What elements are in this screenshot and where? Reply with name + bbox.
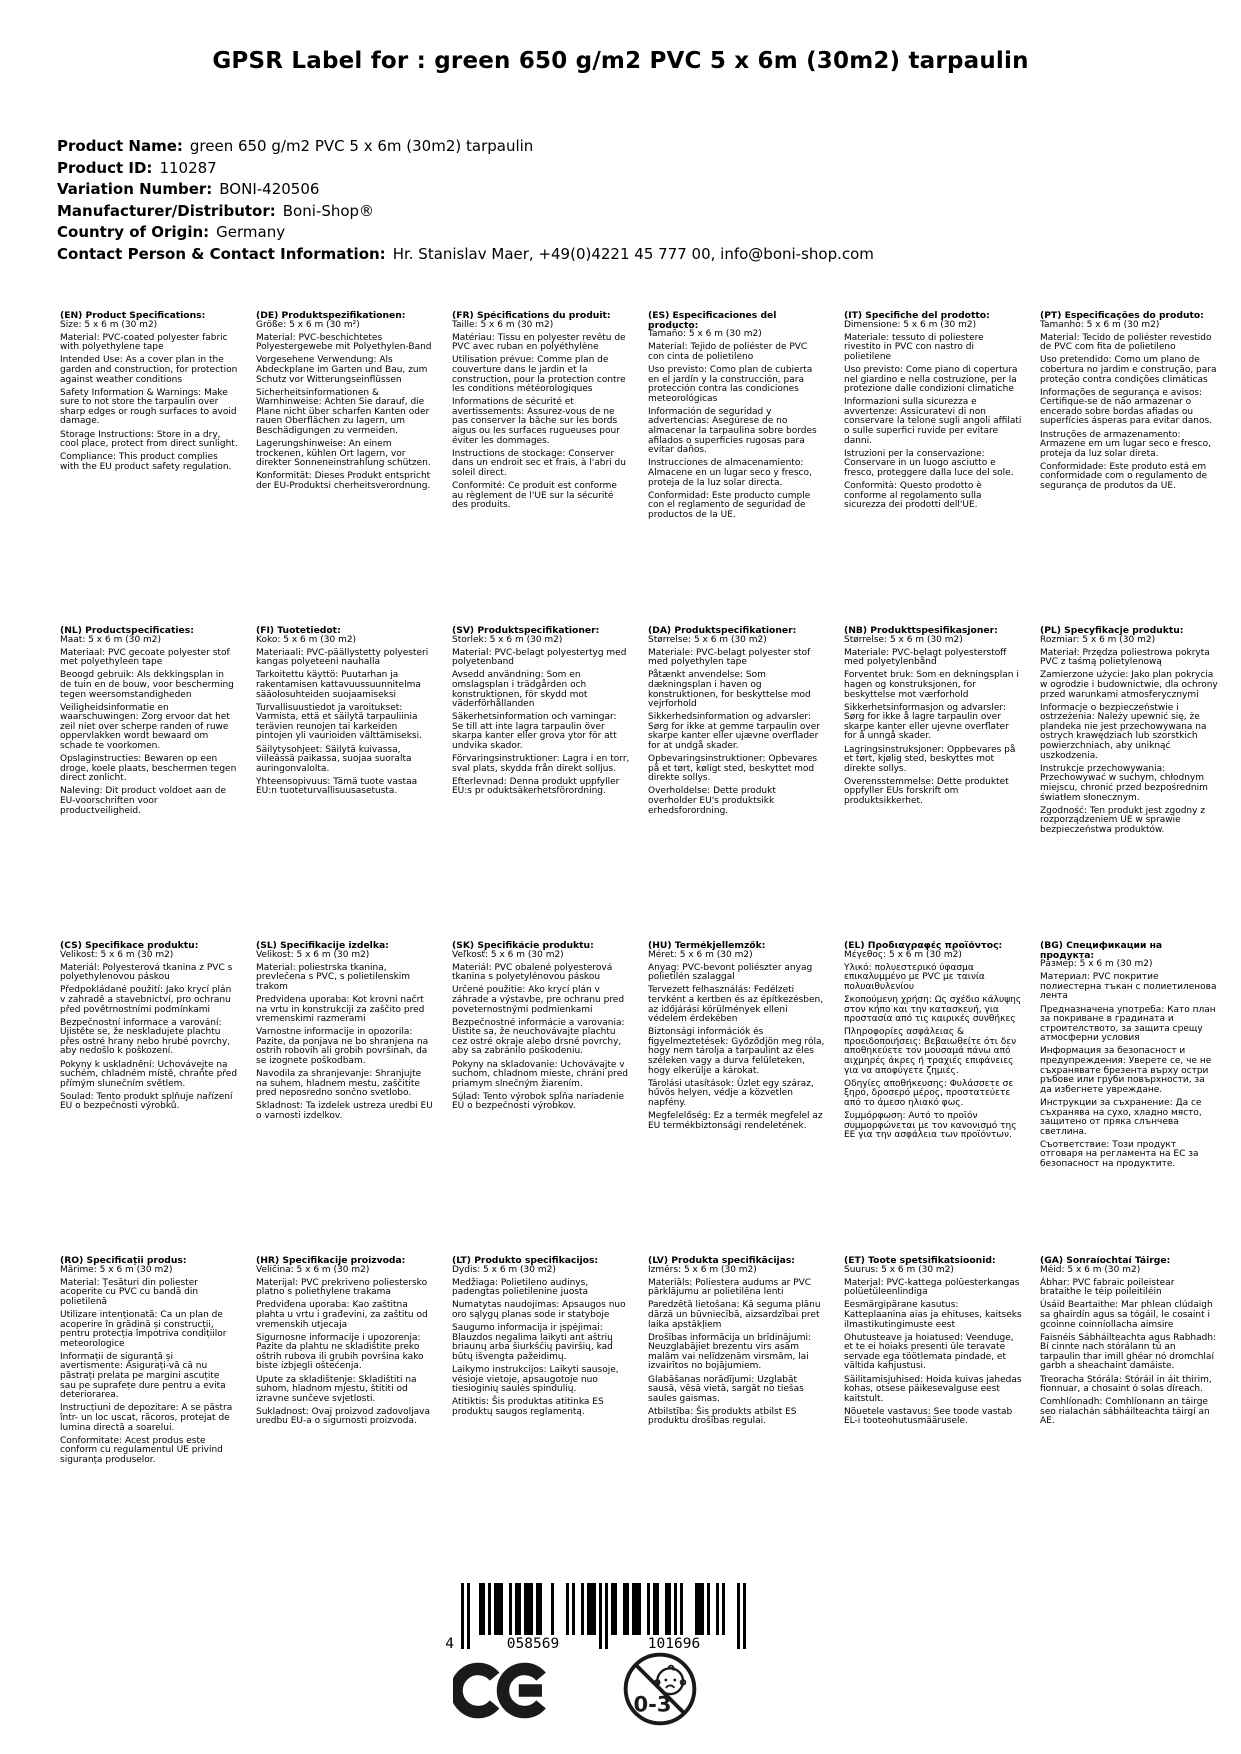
lang-block-paragraph: Varnostne informacije in opozorila: Pazite, da ponjava ne bo shranjena na ostrih robovih ali grobih površinah, da se izognete poškodbam. bbox=[256, 1027, 429, 1067]
lang-block-paragraph: Dydis: 5 x 6 m (30 m2) bbox=[452, 1264, 556, 1275]
lang-block-paragraph: Istruzioni per la conservazione: Conservare in un luogo asciutto e fresco, proteggere dalla luce del sole. bbox=[844, 448, 1014, 478]
lang-block-de bbox=[256, 311, 434, 626]
manufacturer-label: Manufacturer/Distributor: bbox=[57, 201, 276, 220]
lang-block-et bbox=[844, 1256, 1022, 1571]
lang-block-hr bbox=[256, 1256, 434, 1571]
lang-block-header: (ET) Toote spetsifikatsioonid: bbox=[844, 1256, 996, 1266]
lang-block-paragraph: Información de seguridad y advertencias: Asegúrese de no almacenar la tarpaulina sobre bordes afilados o superficies rugosas para evitar daños. bbox=[648, 406, 817, 456]
lang-block-header: (LV) Produkta specifikācijas: bbox=[648, 1256, 795, 1266]
lang-block-paragraph: Glabāšanas norādījumi: Uzglabāt sausā, vēsā vietā, sargāt no tiešas saules gaismas. bbox=[648, 1374, 804, 1404]
lang-block-el bbox=[844, 941, 1022, 1256]
lang-block-paragraph: Zgodność: Ten produkt jest zgodny z rozporządzeniem UE w sprawie bezpieczeństwa produktów. bbox=[1040, 805, 1206, 835]
lang-block-header: (FI) Tuotetiedot: bbox=[256, 626, 341, 636]
lang-block-paragraph: Uso pretendido: Como um plano de cobertura no jardim e construção, para proteção contra condições climáticas bbox=[1040, 355, 1217, 385]
lang-block-paragraph: Utilisation prévue: Comme plan de couverture dans le jardin et la construction, pour la protection contre les conditions météorologiques bbox=[452, 355, 626, 395]
manufacturer-value: Boni-Shop® bbox=[282, 201, 375, 220]
lang-block-paragraph: Vorgesehene Verwendung: Als Abdeckplane im Garten und Bau, zum Schutz vor Witterungseinflüssen bbox=[256, 355, 428, 385]
lang-block-paragraph: Υλικό: πολυεστερικό ύφασμα επικαλυμμένο με PVC με ταινία πολυαιθυλενίου bbox=[844, 962, 985, 992]
lang-block-paragraph: Storlek: 5 x 6 m (30 m2) bbox=[452, 634, 563, 645]
lang-block-paragraph: Predviđena uporaba: Kao zaštitna plahta u vrtu i građevini, za zaštitu od vremenskih utjecaja bbox=[256, 1300, 428, 1330]
lang-block-paragraph: Material: Țesături din poliester acoperite cu PVC cu bandă din polietilenă bbox=[60, 1277, 199, 1307]
lang-block-header: (HU) Termékjellemzők: bbox=[648, 941, 766, 951]
lang-block-paragraph: Intended Use: As a cover plan in the garden and construction, for protection against weather conditions bbox=[60, 355, 238, 385]
lang-block-paragraph: Velikost: 5 x 6 m (30 m2) bbox=[60, 949, 174, 960]
lang-block-paragraph: Veiligheidsinformatie en waarschuwingen: Zorg ervoor dat het zeil niet over scherpe randen of ruwe oppervlakken wordt bewaard om schade te voorkomen. bbox=[60, 702, 230, 752]
lang-block-paragraph: Συμμόρφωση: Αυτό το προϊόν συμμορφώνεται με τον κανονισμό της ΕΕ για την ασφάλεια των προϊόντων. bbox=[844, 1111, 1017, 1141]
lang-block-paragraph: Konformität: Dieses Produkt entspricht der EU-Produktsi cherheitsverordnung. bbox=[256, 471, 431, 491]
lang-block-paragraph: Material: Tecido de poliéster revestido de PVC com fita de polietileno bbox=[1040, 332, 1212, 353]
lang-block-paragraph: Säilytysohjeet: Säilytä kuivassa, viileässä paikassa, suojaa suoralta auringonvalolta. bbox=[256, 744, 412, 774]
lang-block-header: (PL) Specyfikacje produktu: bbox=[1040, 626, 1184, 636]
lang-block-sk bbox=[452, 941, 630, 1256]
lang-block-header: (BG) Спецификации на продукта: bbox=[1040, 941, 1163, 961]
lang-block-paragraph: Μέγεθος: 5 x 6 m (30 m2) bbox=[844, 949, 962, 960]
lang-block-paragraph: Säilitamisjuhised: Hoida kuivas jahedas kohas, otsese päikesevalguse eest kaitstult. bbox=[844, 1374, 1022, 1404]
lang-block-header: (RO) Specificații produs: bbox=[60, 1256, 187, 1266]
lang-block-paragraph: Предназначена употреба: Като план за покриване в градината и строителството, за защита срещу атмосферни условия bbox=[1040, 1004, 1216, 1044]
lang-block-paragraph: Materiał: Przędza poliestrowa pokryta PVC z taśmą polietylenową bbox=[1040, 647, 1210, 668]
lang-block-paragraph: Veličina: 5 x 6 m (30 m2) bbox=[256, 1264, 370, 1275]
lang-block-paragraph: Méid: 5 x 6 m (30 m2) bbox=[1040, 1264, 1141, 1275]
lang-block-paragraph: Dimensione: 5 x 6 m (30 m2) bbox=[844, 319, 977, 330]
lang-block-paragraph: Faisnéis Sábháilteachta agus Rabhadh: Bí cinnte nach stórálann tú an tarpaulin thar imill ghéar nó dromchlaí garbh a sheachaint damáiste. bbox=[1040, 1332, 1217, 1372]
lang-block-paragraph: Efterlevnad: Denna produkt uppfyller EU:s pr oduktsäkerhetsförordning. bbox=[452, 776, 620, 797]
ean13-barcode-svg bbox=[436, 1583, 751, 1653]
lang-block-header: (CS) Specifikace produktu: bbox=[60, 941, 199, 951]
lang-block-header: (SK) Špecifikácie produktu: bbox=[452, 941, 594, 951]
contact-label: Contact Person & Contact Information: bbox=[57, 244, 386, 263]
lang-block-ro bbox=[60, 1256, 238, 1571]
lang-block-header: (DA) Produktspecifikationer: bbox=[648, 626, 797, 636]
lang-block-paragraph: Navodila za shranjevanje: Shranjujte na suhem, hladnem mestu, zaščitite pred neposredno sončno svetlobo. bbox=[256, 1069, 422, 1099]
lang-block-paragraph: Overholdelse: Dette produkt overholder EU's produktsikk erhedsforordning. bbox=[648, 786, 776, 816]
lang-block-paragraph: Anyag: PVC-bevont poliészter anyag polietilén szalaggal bbox=[648, 962, 813, 983]
lang-block-header: (SL) Specifikacije izdelka: bbox=[256, 941, 389, 951]
lang-block-sv bbox=[452, 626, 630, 941]
lang-block-paragraph: Opbevaringsinstruktioner: Opbevares på et tørt, køligt sted, beskyttet mod direkte sollys. bbox=[648, 754, 818, 784]
lang-block-paragraph: Οδηγίες αποθήκευσης: Φυλάσσετε σε ξηρό, δροσερό μέρος, προστατεύετε από το άμεσο ηλιακό φως. bbox=[844, 1078, 1014, 1108]
lang-block-paragraph: Ohutusteave ja hoiatused: Veenduge, et te ei hoiaks presenti üle teravate servade ega töötlemata pindade, et vältida kahjustusi. bbox=[844, 1332, 1014, 1372]
lang-block-paragraph: Súlad: Tento výrobok spĺňa nariadenie EÚ o bezpečnosti výrobkov. bbox=[452, 1091, 625, 1112]
lang-block-paragraph: Instructions de stockage: Conserver dans un endroit sec et frais, à l'abri du soleil direct. bbox=[452, 448, 626, 478]
lang-block-paragraph: Instruções de armazenamento: Armazene em um lugar seco e fresco, proteja da luz solar direta. bbox=[1040, 429, 1211, 459]
lang-block-header: (GA) Sonraíochtaí Táirge: bbox=[1040, 1256, 1171, 1266]
lang-block-bg bbox=[1040, 941, 1218, 1256]
lang-block-paragraph: Úsáid Beartaithe: Mar phlean clúdaigh sa ghairdín agus sa tógáil, le cosaint i gcoinne coinníollacha aimsire bbox=[1040, 1300, 1213, 1330]
lang-block-header: (EL) Προδιαγραφές προϊόντος: bbox=[844, 941, 1003, 951]
lang-block-paragraph: Veľkosť: 5 x 6 m (30 m2) bbox=[452, 949, 564, 960]
lang-block-paragraph: Pokyny na skladovanie: Uchovávajte v suchom, chladnom mieste, chráni pred priamym slnečným žiarením. bbox=[452, 1059, 628, 1089]
product-info-row bbox=[57, 138, 874, 155]
lang-block-paragraph: Taille: 5 x 6 m (30 m2) bbox=[452, 319, 554, 330]
lang-block-paragraph: Rozmiar: 5 x 6 m (30 m2) bbox=[1040, 634, 1156, 645]
lang-block-paragraph: Tamaño: 5 x 6 m (30 m2) bbox=[648, 329, 762, 340]
lang-block-paragraph: Beoogd gebruik: Als dekkingsplan in de tuin en de bouw, voor bescherming tegen weersomstandigheden bbox=[60, 670, 234, 700]
lang-block-paragraph: Forventet bruk: Som en dekningsplan i hagen og konstruksjonen, for beskyttelse mot værforhold bbox=[844, 670, 1019, 700]
lang-block-paragraph: Größe: 5 x 6 m (30 m²) bbox=[256, 319, 360, 330]
lang-block-paragraph: Størrelse: 5 x 6 m (30 m2) bbox=[844, 634, 963, 645]
lang-block-paragraph: Uso previsto: Come piano di copertura nel giardino e nella costruzione, per la protezione dalle condizioni climatiche bbox=[844, 364, 1018, 395]
lang-block-paragraph: Materiaal: PVC gecoate polyester stof met polyethyleen tape bbox=[60, 647, 230, 668]
product-id-label: Product ID: bbox=[57, 158, 153, 177]
product-id-value: 110287 bbox=[159, 158, 217, 177]
lang-block-paragraph: Zamierzone użycie: Jako plan pokrycia w ogrodzie i budownictwie, dla ochrony przed warunkami atmosferycznymi bbox=[1040, 670, 1218, 700]
lang-block-paragraph: Conformidade: Este produto está em conformidade com o regulamento de segurança de produtos da UE. bbox=[1040, 461, 1208, 491]
lang-block-paragraph: Compliance: This product complies with the EU product safety regulation. bbox=[60, 452, 232, 472]
lang-block-paragraph: Bezpečnostní informace a varování: Ujistěte se, že neskladujete plachtu přes ostré hrany nebo hrubé povrchy, aby nedošlo k poškození. bbox=[60, 1017, 231, 1057]
lang-block-paragraph: Förvaringsinstruktioner: Lagra i en torr, sval plats, skydda från direkt solljus. bbox=[452, 754, 630, 774]
lang-block-paragraph: Upute za skladištenje: Skladištiti na suhom, hladnom mjestu, štititi od izravne sunčeve svjetlosti. bbox=[256, 1374, 417, 1404]
lang-block-paragraph: Conformité: Ce produit est conforme au règlement de l'UE sur la sécurité des produits. bbox=[452, 481, 617, 511]
lang-block-paragraph: Размер: 5 x 6 m (30 m2) bbox=[1040, 959, 1153, 970]
lang-block-paragraph: Drošības informācija un brīdinājumi: Neuzglabājiet brezentu virs asām malām vai nelīdzenām virsmām, lai izvairītos no bojājumiem. bbox=[648, 1332, 812, 1372]
lang-block-paragraph: Yhteensopivuus: Tämä tuote vastaa EU:n tuoteturvallisuusasetusta. bbox=[256, 776, 418, 797]
lang-block-hu bbox=[648, 941, 826, 1256]
lang-block-paragraph: Safety Information & Warnings: Make sure to not store the tarpaulin over sharp edges or rough surfaces to avoid damage. bbox=[60, 387, 237, 427]
lang-block-paragraph: Paredzētā lietošana: Kā seguma plānu dārzā un būvniecībā, aizsardzībai pret laika apstākļiem bbox=[648, 1300, 821, 1330]
language-grid bbox=[60, 311, 1218, 1571]
lang-block-paragraph: Säkerhetsinformation och varningar: Se till att inte lagra tarpaulin över skarpa kanter eller grova ytor för att undvika skador. bbox=[452, 712, 617, 752]
contact-value: Hr. Stanislav Maer, +49(0)4221 45 777 00, info@boni-shop.com bbox=[392, 244, 874, 263]
barcode-right-digits: 101696 bbox=[647, 1636, 701, 1652]
page-title: GPSR Label for : green 650 g/m2 PVC 5 x 6m (30m2) tarpaulin bbox=[212, 48, 1029, 74]
lang-block-paragraph: Soulad: Tento produkt splňuje nařízení EU o bezpečnosti výrobků. bbox=[60, 1091, 233, 1112]
lang-block-header: (DE) Produktspezifikationen: bbox=[256, 311, 406, 321]
lang-block-paragraph: Materjal: PVC-kattega polüesterkangas polüetüleenlindiga bbox=[844, 1277, 1020, 1298]
lang-block-paragraph: Naleving: Dit product voldoet aan de EU-voorschriften voor productveiligheid. bbox=[60, 786, 227, 816]
lang-block-sl bbox=[256, 941, 434, 1256]
lang-block-paragraph: Nõuetele vastavus: See toode vastab EL-i tooteohutusmäärusele. bbox=[844, 1406, 1013, 1427]
lang-block-it bbox=[844, 311, 1022, 626]
lang-block-paragraph: Suurus: 5 x 6 m (30 m2) bbox=[844, 1264, 954, 1275]
lang-block-paragraph: Předpokládané použití: Jako krycí plán v zahradě a stavebnictví, pro ochranu před povětrnostními podmínkami bbox=[60, 985, 232, 1015]
lang-block-paragraph: Instrucciones de almacenamiento: Almacene en un lugar seco y fresco, proteja de la luz solar directa. bbox=[648, 458, 812, 488]
product-name-label: Product Name: bbox=[57, 137, 183, 155]
lang-block-en bbox=[60, 311, 238, 626]
lang-block-paragraph: Tarkoitettu käyttö: Puutarhan ja rakentamisen kattavuussuunnitelma sääolosuhteiden suojaamiseksi bbox=[256, 670, 421, 700]
lang-block-paragraph: Инструкции за съхранение: Да се съхранява на сухо, хладно място, защитено от пряка слънчева светлина. bbox=[1040, 1097, 1202, 1137]
lang-block-pl bbox=[1040, 626, 1218, 941]
product-info-row bbox=[57, 246, 874, 263]
product-info-section bbox=[57, 138, 874, 267]
lang-block-es bbox=[648, 311, 826, 626]
lang-block-paragraph: Turvallisuustiedot ja varoitukset: Varmista, että et säilytä tarpauliinia terävien reunojen tai karkeiden pintojen yli vaurioiden välttämiseksi. bbox=[256, 702, 422, 742]
product-info-row bbox=[57, 224, 874, 241]
lang-block-paragraph: Conformidad: Este producto cumple con el reglamento de seguridad de productos de la UE. bbox=[648, 490, 811, 520]
lang-block-paragraph: Matériau: Tissu en polyester revêtu de PVC avec ruban en polyéthylène bbox=[452, 332, 626, 353]
lang-block-paragraph: Koko: 5 x 6 m (30 m2) bbox=[256, 634, 357, 645]
lang-block-paragraph: Materiale: PVC-belagt polyesterstoff med polyetylenbånd bbox=[844, 647, 1007, 668]
lang-block-paragraph: Sikkerhedsinformation og advarsler: Sørg for ikke at gemme tarpaulin over skarpe kanter eller ujævne overflader for at undgå skader. bbox=[648, 712, 820, 752]
lang-block-paragraph: Sicherheitsinformationen & Warnhinweise: Achten Sie darauf, die Plane nicht über scharfen Kanten oder rauen Oberflächen zu lagern, um Beschädigungen zu vermeiden. bbox=[256, 387, 430, 437]
lang-block-header: (ES) Especificaciones del producto: bbox=[648, 311, 777, 331]
lang-block-paragraph: Informații de siguranță și avertismente: Asigurați-vă că nu păstrați prelata pe margini ascuțite sau pe suprafețe dure pentru a evita deteriorarea. bbox=[60, 1351, 226, 1401]
lang-block-paragraph: Materiāls: Poliestera audums ar PVC pārklājumu ar polietilēna lenti bbox=[648, 1277, 812, 1298]
lang-block-ga bbox=[1040, 1256, 1218, 1571]
product-info-row bbox=[57, 160, 874, 177]
lang-block-paragraph: Numatytas naudojimas: Apsaugos nuo oro sąlygų planas sode ir statyboje bbox=[452, 1300, 626, 1320]
lang-block-header: (PT) Especificações do produto: bbox=[1040, 311, 1204, 321]
lang-block-paragraph: Påtænkt anvendelse: Som dækningsplan i haven og konstruktionen, for beskyttelse mod vejrforhold bbox=[648, 670, 811, 710]
lang-block-paragraph: Treoracha Stórála: Stóráil in áit thirim, fionnuar, a chosaint ó solas díreach. bbox=[1040, 1374, 1212, 1395]
ce-mark-icon bbox=[453, 1659, 553, 1726]
lang-block-paragraph: Bezpečnostné informácie a varovania: Uistite sa, že neuchovávajte plachtu cez ostré okraje alebo drsné povrchy, aby sa zabránilo poškodeniu. bbox=[452, 1017, 625, 1057]
lang-block-paragraph: Tervezett felhasználás: Fedélzeti tervként a kertben és az építkezésben, az időjárási körülmények elleni védelem érdekében bbox=[648, 985, 824, 1025]
lang-block-fr bbox=[452, 311, 630, 626]
lang-block-paragraph: Sukladnost: Ovaj proizvod zadovoljava uredbu EU-a o sigurnosti proizvoda. bbox=[256, 1406, 430, 1427]
lang-block-header: (NL) Productspecificaties: bbox=[60, 626, 194, 636]
lang-block-paragraph: Instrukcje przechowywania: Przechowywać w suchym, chłodnym miejscu, chronić przed bezpośrednim światłem słonecznym. bbox=[1040, 763, 1208, 803]
lang-block-paragraph: Maat: 5 x 6 m (30 m2) bbox=[60, 634, 162, 645]
lang-block-paragraph: Atbilstība: Šis produkts atbilst ES produktu drošības regulai. bbox=[648, 1406, 797, 1427]
lang-block-paragraph: Material: poliestrska tkanina, prevlečena s PVC, s polietilenskim trakom bbox=[256, 962, 411, 992]
age-warning-label: 0-3 bbox=[633, 1691, 672, 1717]
lang-block-paragraph: Информация за безопасност и предупреждения: Уверете се, че не съхранявате брезента върху остри ръбове или груби повърхности, за да избегнете увреждане. bbox=[1040, 1046, 1212, 1095]
lang-block-lv bbox=[648, 1256, 826, 1571]
lang-block-cs bbox=[60, 941, 238, 1256]
lang-block-paragraph: Utilizare intenționată: Ca un plan de acoperire în grădină și construcții, pentru protecția împotriva condițiilor meteorologice bbox=[60, 1309, 227, 1349]
lang-block-paragraph: Sigurnosne informacije i upozorenja: Pazite da plahtu ne skladištite preko oštrih rubova ili grubih površina kako biste izbjegli oštećenja. bbox=[256, 1332, 424, 1372]
lang-block-paragraph: Material: PVC-belagt polyestertyg med polyetenband bbox=[452, 647, 627, 668]
variation-number-label: Variation Number: bbox=[57, 180, 213, 198]
lang-block-paragraph: Megfelelőség: Ez a termék megfelel az EU termékbiztonsági rendeletének. bbox=[648, 1111, 823, 1131]
country-of-origin-label: Country of Origin: bbox=[57, 223, 210, 241]
lang-block-pt bbox=[1040, 311, 1218, 626]
product-name-value: green 650 g/m2 PVC 5 x 6m (30m2) tarpaulin bbox=[189, 137, 534, 155]
lang-block-header: (SV) Produktspecifikationer: bbox=[452, 626, 600, 636]
lang-block-paragraph: Conformitate: Acest produs este conform cu regulamentul UE privind siguranța produselor. bbox=[60, 1435, 223, 1465]
barcode-left-digits: 058569 bbox=[506, 1636, 560, 1652]
lang-block-paragraph: Overensstemmelse: Dette produktet oppfyller EUs forskrift om produktsikkerhet. bbox=[844, 776, 1009, 806]
product-info-row bbox=[57, 181, 874, 198]
lang-block-paragraph: Eesmärgipärane kasutus: Katteplaanina aias ja ehituses, kaitseks ilmastikutingimuste eest bbox=[844, 1300, 1022, 1330]
product-info-row bbox=[57, 203, 874, 220]
lang-block-paragraph: Πληροφορίες ασφάλειας & προειδοποιήσεις: Βεβαιωθείτε ότι δεν αποθηκεύετε τον μουσαμά πάνω από αιχμηρές άκρες ή τραχιές επιφάνειες για να αποφύγετε ζημιές. bbox=[844, 1027, 1017, 1076]
lang-block-paragraph: Materiale: tessuto di poliestere rivestito in PVC con nastro di polietilene bbox=[844, 332, 984, 362]
lang-block-paragraph: Material: PVC-beschichtetes Polyestergewebe mit Polyethylen-Band bbox=[256, 332, 432, 353]
age-warning-svg bbox=[621, 1650, 699, 1728]
lang-block-paragraph: Σκοπούμενη χρήση: Ως σχέδιο κάλυψης στον κήπο και την κατασκευή, για προστασία από τις καιρικές συνθήκες bbox=[844, 994, 1022, 1025]
lang-block-header: (FR) Spécifications du produit: bbox=[452, 311, 611, 321]
lang-block-paragraph: Informações de segurança e avisos: Certifique-se de não armazenar o encerado sobre bordas afiadas ou superfícies ásperas para evitar danos. bbox=[1040, 387, 1213, 427]
lang-block-nl bbox=[60, 626, 238, 941]
lang-block-lt bbox=[452, 1256, 630, 1571]
lang-block-header: (HR) Specifikacije proizvoda: bbox=[256, 1256, 406, 1266]
barcode bbox=[436, 1583, 751, 1657]
lang-block-paragraph: Størrelse: 5 x 6 m (30 m2) bbox=[648, 634, 767, 645]
lang-block-paragraph: Pokyny k uskladnění: Uchovávejte na suchém, chladném místě, chraňte před přímým slunečním světlem. bbox=[60, 1059, 238, 1089]
lang-block-paragraph: Sikkerhetsinformasjon og advarsler: Sørg for ikke å lagre tarpaulin over skarpe kanter eller ujevne overflater for å unngå skader. bbox=[844, 702, 1009, 742]
lang-block-header: (IT) Specifiche del prodotto: bbox=[844, 311, 990, 321]
lang-block-paragraph: Materiaali: PVC-päällystetty polyesteri kangas polyeteeni nauhalla bbox=[256, 647, 429, 668]
variation-number-value: BONI-420506 bbox=[219, 180, 320, 198]
lang-block-fi bbox=[256, 626, 434, 941]
lang-block-paragraph: Size: 5 x 6 m (30 m2) bbox=[60, 319, 158, 330]
lang-block-paragraph: Opslaginstructies: Bewaren op een droge, koele plaats, beschermen tegen direct zonlicht. bbox=[60, 754, 237, 784]
lang-block-paragraph: Materijal: PVC prekriveno poliestersko platno s poliethylene trakama bbox=[256, 1277, 428, 1298]
lang-block-paragraph: Atitiktis: Šis produktas atitinka ES produktų saugos reglamentą. bbox=[452, 1397, 604, 1417]
lang-block-paragraph: Tamanho: 5 x 6 m (30 m2) bbox=[1040, 319, 1160, 330]
lang-block-paragraph: Biztonsági információk és figyelmeztetések: Győződjön meg róla, hogy nem tárolja a tarpaulint az éles széleken vagy a durva felületeken, hogy elkerülje a károkat. bbox=[648, 1027, 825, 1076]
lang-block-paragraph: Storage Instructions: Store in a dry, cool place, protect from direct sunlight. bbox=[60, 429, 238, 450]
age-warning-0-3-icon bbox=[621, 1650, 699, 1732]
lang-block-paragraph: Lagerungshinweise: An einem trockenen, kühlen Ort lagern, vor direkter Sonneneinstrahlung schützen. bbox=[256, 439, 431, 469]
lang-block-paragraph: Materiale: PVC-belagt polyester stof med polyethylen tape bbox=[648, 647, 811, 668]
lang-block-paragraph: Material: PVC-coated polyester fabric with polyethylene tape bbox=[60, 332, 228, 353]
lang-block-paragraph: Mărime: 5 x 6 m (30 m2) bbox=[60, 1264, 173, 1275]
lang-block-paragraph: Materiál: Polyesterová tkanina z PVC s polyethylenovou páskou bbox=[60, 962, 233, 983]
lang-block-da bbox=[648, 626, 826, 941]
lang-block-paragraph: Laikymo instrukcijos: Laikyti sausoje, vėsioje vietoje, apsaugotoje nuo tiesioginių saulės spindulių. bbox=[452, 1364, 619, 1395]
lang-block-paragraph: Ábhar: PVC fabraic poileistear brataithe le téip poileitiléin bbox=[1040, 1277, 1175, 1298]
lang-block-paragraph: Predvidena uporaba: Kot krovni načrt na vrtu in konstrukciji za zaščito pred vremenskimi razmerami bbox=[256, 994, 425, 1025]
lang-block-paragraph: Avsedd användning: Som en omslagsplan i trädgården och konstruktionen, för skydd mot väderförhållanden bbox=[452, 670, 588, 710]
lang-block-paragraph: Určené použitie: Ako krycí plán v záhrade a výstavbe, pre ochranu pred poveternostnými podmienkami bbox=[452, 985, 625, 1015]
lang-block-paragraph: Conformità: Questo prodotto è conforme al regolamento sulla sicurezza dei prodotti dell'UE. bbox=[844, 481, 982, 511]
country-of-origin-value: Germany bbox=[216, 223, 286, 241]
lang-block-paragraph: Méret: 5 x 6 m (30 m2) bbox=[648, 949, 753, 960]
lang-block-paragraph: Informazioni sulla sicurezza e avvertenze: Assicuratevi di non conservare la telone sugli angoli affilati o sulle superfici ruvide per evitare danni. bbox=[844, 397, 1022, 446]
lang-block-paragraph: Izmērs: 5 x 6 m (30 m2) bbox=[648, 1264, 757, 1275]
lang-block-nb bbox=[844, 626, 1022, 941]
lang-block-header: (NB) Produkttspesifikasjoner: bbox=[844, 626, 998, 636]
lang-block-paragraph: Skladnost: Ta izdelek ustreza uredbi EU o varnosti izdelkov. bbox=[256, 1101, 433, 1121]
lang-block-paragraph: Lagringsinstruksjoner: Oppbevares på et tørt, kjølig sted, beskyttes mot direkte sollys. bbox=[844, 744, 1016, 774]
lang-block-paragraph: Informacje o bezpieczeństwie i ostrzeżenia: Należy upewnić się, że plandeka nie jest przechowywana na ostrych krawędziach lub szorstkich powierzchniach, aby uniknąć uszkodzenia. bbox=[1040, 702, 1207, 761]
lang-block-paragraph: Informations de sécurité et avertissements: Assurez-vous de ne pas conserver la bâche sur les bords aigus ou les surfaces rugueuses pour éviter les dommages. bbox=[452, 397, 620, 446]
lang-block-paragraph: Tárolási utasítások: Üzlet egy száraz, hűvös helyen, védje a közvetlen napfény. bbox=[648, 1078, 814, 1108]
lang-block-paragraph: Material: Tejido de poliéster de PVC con cinta de polietileno bbox=[648, 342, 808, 362]
lang-block-paragraph: Comhlíonadh: Comhlíonann an táirge seo rialachán sábháilteachta táirgí an AE. bbox=[1040, 1397, 1210, 1427]
lang-block-header: (LT) Produkto specifikacijos: bbox=[452, 1256, 599, 1266]
lang-block-paragraph: Velikost: 5 x 6 m (30 m2) bbox=[256, 949, 370, 960]
lang-block-paragraph: Materiál: PVC obalené polyesterová tkanina s polyetylénovou páskou bbox=[452, 962, 613, 983]
lang-block-paragraph: Saugumo informacija ir įspėjimai: Blauzdos negalima laikyti ant aštrių briaunų arba šiurkščių paviršių, kad būtų išvengta pažeidimų. bbox=[452, 1323, 613, 1362]
lang-block-paragraph: Medžiaga: Polietileno audinys, padengtas polietilenine juosta bbox=[452, 1277, 589, 1298]
lang-block-paragraph: Материал: PVC покритие полиестерна тъкан с полиетиленова лента bbox=[1040, 972, 1217, 1002]
lang-block-paragraph: Съответствие: Този продукт отговаря на регламента на ЕС за безопасност на продуктите. bbox=[1040, 1139, 1199, 1169]
lang-block-paragraph: Instrucțiuni de depozitare: A se păstra într- un loc uscat, răcoros, protejat de lumina directă a soarelui. bbox=[60, 1403, 233, 1433]
barcode-prefix-digit: 4 bbox=[445, 1636, 454, 1652]
ce-mark-svg bbox=[453, 1659, 553, 1722]
lang-block-paragraph: Uso previsto: Como plan de cubierta en el jardín y la construcción, para protección contra las condiciones meteorológicas bbox=[648, 364, 813, 404]
lang-block-header: (EN) Product Specifications: bbox=[60, 311, 206, 321]
